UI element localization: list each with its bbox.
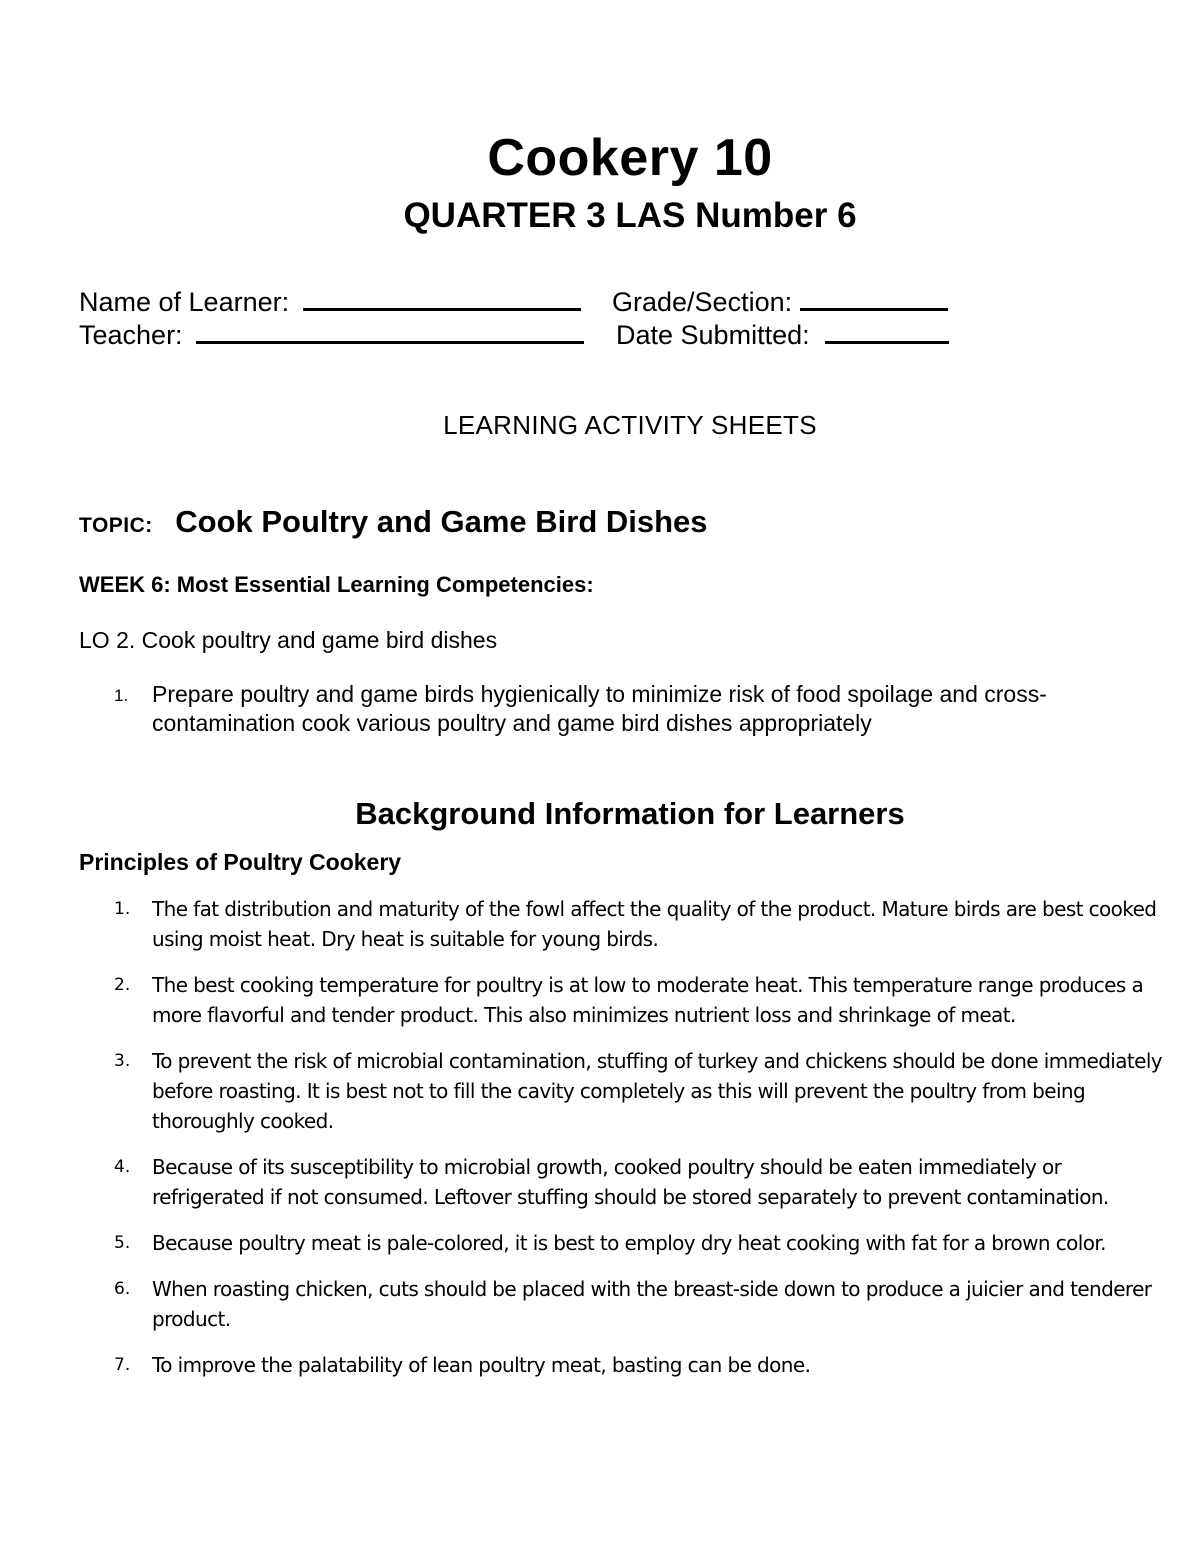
date-submitted-label: Date Submitted:: [616, 320, 810, 350]
list-item: [79, 970, 1179, 1030]
topic-value: Cook Poultry and Game Bird Dishes: [175, 504, 708, 539]
learner-name-blank[interactable]: [303, 284, 581, 311]
learner-name-label: Name of Learner:: [79, 287, 290, 317]
grade-section-field: [612, 284, 948, 318]
grade-section-label: Grade/Section:: [612, 287, 793, 317]
list-item: [79, 1152, 1179, 1212]
principles-list: [79, 894, 1179, 1396]
list-item: [79, 1350, 1179, 1380]
background-information-heading: Background Information for Learners: [355, 796, 905, 831]
list-item-text: To improve the palatability of lean poultry meat, basting can be done.: [152, 1353, 811, 1377]
date-submitted-field: [616, 317, 949, 351]
list-item-number: 7.: [114, 1355, 131, 1375]
grade-section-blank[interactable]: [800, 284, 948, 311]
teacher-field: [79, 317, 584, 351]
week-competencies-heading: WEEK 6: Most Essential Learning Competencies:: [79, 572, 594, 597]
list-item-number: 1.: [114, 899, 131, 919]
list-item-number: 3.: [114, 1051, 131, 1071]
list-item: [79, 1046, 1179, 1136]
learning-activity-sheets-heading: LEARNING ACTIVITY SHEETS: [443, 410, 817, 440]
list-item-number: 4.: [114, 1157, 131, 1177]
topic-label: TOPIC:: [79, 514, 153, 537]
list-item-text: Because of its susceptibility to microbial growth, cooked poultry should be eaten immediately or refrigerated if not consumed. Leftover stuffing should be stored separately to prevent contamination.: [152, 1155, 1109, 1209]
competency-text: Prepare poultry and game birds hygienically to minimize risk of food spoilage and cross-contamination cook various poultry and game bird dishes appropriately: [152, 681, 1047, 736]
document-subtitle: QUARTER 3 LAS Number 6: [403, 196, 857, 235]
list-item: [79, 894, 1179, 954]
document-title: Cookery 10: [487, 129, 773, 187]
list-item-text: To prevent the risk of microbial contamination, stuffing of turkey and chickens should be done immediately before roasting. It is best not to fill the cavity completely as this will prevent the poultry from being thoroughly cooked.: [152, 1049, 1163, 1133]
list-item: [79, 1274, 1179, 1334]
learning-outcome: LO 2. Cook poultry and game bird dishes: [79, 627, 498, 653]
list-item-text: When roasting chicken, cuts should be placed with the breast-side down to produce a juicier and tenderer product.: [152, 1277, 1152, 1331]
competency-number: 1.: [114, 686, 129, 705]
topic-line: [79, 504, 708, 540]
date-submitted-blank[interactable]: [825, 317, 949, 344]
principles-heading: Principles of Poultry Cookery: [79, 849, 402, 875]
competency-list: [79, 680, 1139, 738]
list-item: [79, 1228, 1179, 1258]
list-item-text: The fat distribution and maturity of the fowl affect the quality of the product. Mature birds are best cooked using moist heat. Dry heat is suitable for young birds.: [152, 897, 1157, 951]
list-item-number: 5.: [114, 1233, 131, 1253]
teacher-blank[interactable]: [196, 317, 584, 344]
list-item-number: 6.: [114, 1279, 131, 1299]
list-item-text: The best cooking temperature for poultry is at low to moderate heat. This temperature range produces a more flavorful and tender product. This also minimizes nutrient loss and shrinkage of meat.: [152, 973, 1144, 1027]
list-item-number: 2.: [114, 975, 131, 995]
list-item-text: Because poultry meat is pale-colored, it is best to employ dry heat cooking with fat for a brown color.: [152, 1231, 1106, 1255]
learner-name-field: [79, 284, 581, 318]
teacher-label: Teacher:: [79, 320, 183, 350]
